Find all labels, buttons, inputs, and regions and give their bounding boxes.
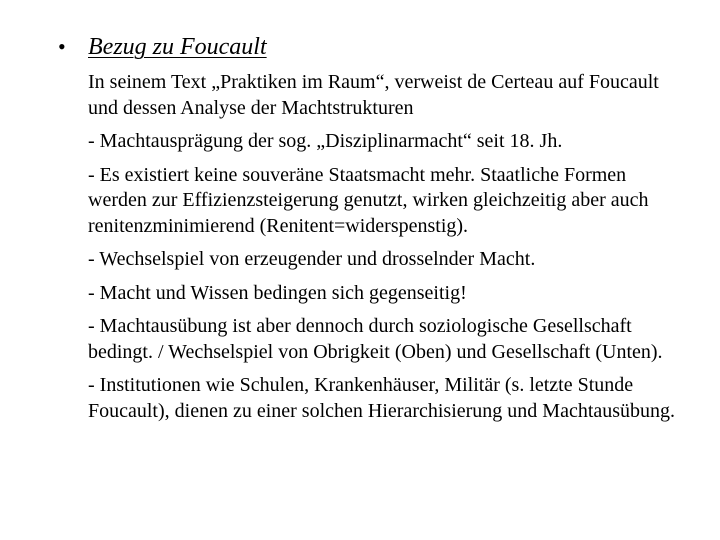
- slide-heading: Bezug zu Foucault: [88, 34, 267, 60]
- bullet-icon: •: [58, 34, 66, 59]
- point-machtausuebung: - Machtausübung ist aber dennoch durch soziologische Gesellschaft bedingt. / Wechselspiel von Obrigkeit (Oben) und Gesellschaft (Unten).: [88, 315, 663, 363]
- slide-body: [88, 70, 688, 432]
- point-wechselspiel: - Wechselspiel von erzeugender und drosselnder Macht.: [88, 248, 536, 270]
- point-staatsmacht: - Es existiert keine souveräne Staatsmacht mehr. Staatliche Formen werden zur Effizienzsteigerung genutzt, wirken gleichzeitig aber auch renitenzminimierend (Renitent=widerspenstig).: [88, 163, 649, 237]
- heading-row: [58, 34, 267, 61]
- point-institutionen: - Institutionen wie Schulen, Krankenhäuser, Militär (s. letzte Stunde Foucault), dienen zu einer solchen Hierarchisierung und Machtausübung.: [88, 374, 676, 422]
- point-macht-wissen: - Macht und Wissen bedingen sich gegenseitig!: [88, 281, 467, 304]
- point-disziplinarmacht: - Machtausprägung der sog. „Disziplinarmacht“ seit 18. Jh.: [88, 130, 563, 152]
- intro-paragraph: In seinem Text „Praktiken im Raum“, verweist de Certeau auf Foucault und dessen Analyse der Machtstrukturen: [88, 71, 659, 119]
